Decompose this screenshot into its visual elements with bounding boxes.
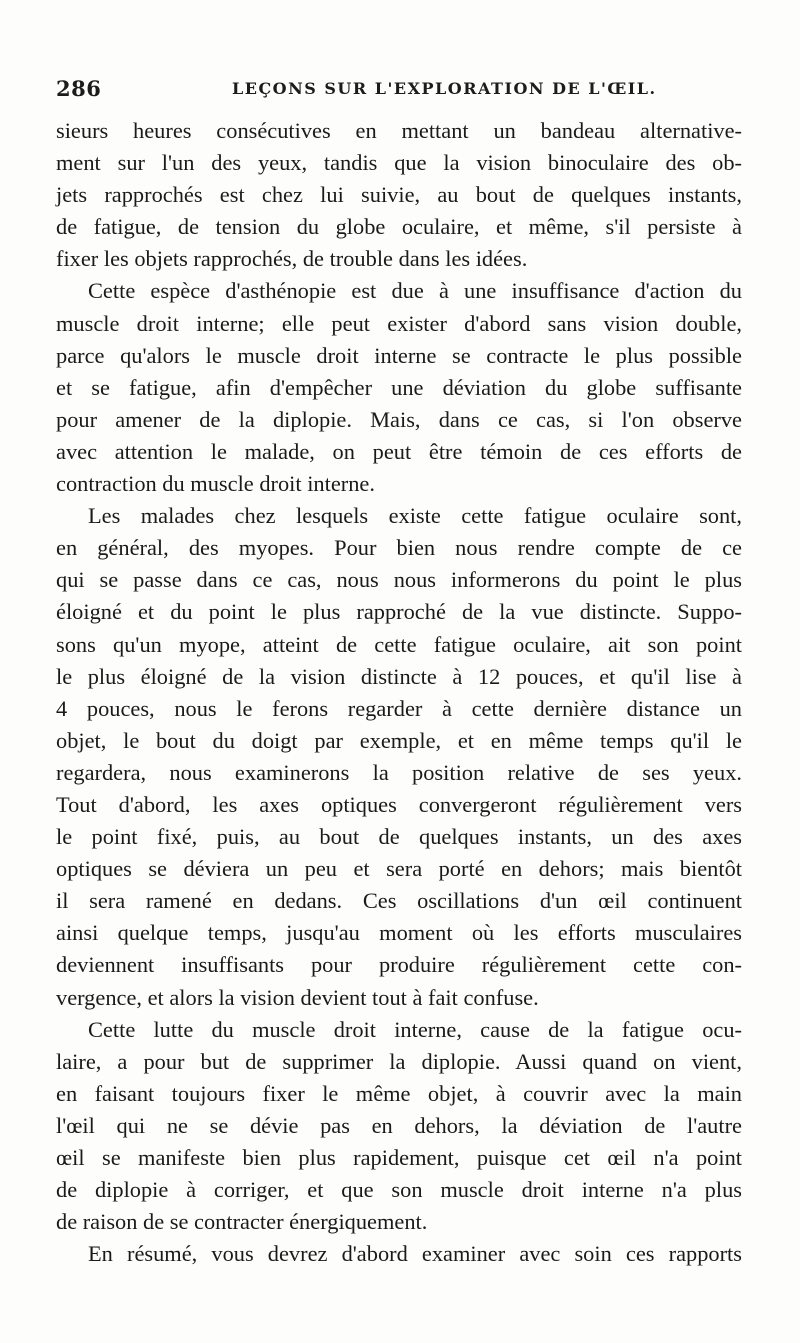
text-line: objet, le bout du doigt par exemple, et en même temps qu'il le — [56, 727, 742, 753]
text-line: pour amener de la diplopie. Mais, dans ce cas, si l'on observe — [56, 406, 742, 432]
text-line: Tout d'abord, les axes optiques convergeront régulièrement vers — [56, 791, 742, 817]
text-line: optiques se déviera un peu et sera porté en dehors; mais bientôt — [56, 856, 742, 882]
text-line: l'œil qui ne se dévie pas en dehors, la déviation de l'autre — [56, 1112, 742, 1138]
text-line: Cette lutte du muscle droit interne, cause de la fatigue ocu- — [88, 1016, 742, 1042]
text-line: fixer les objets rapprochés, de trouble dans les idées. — [56, 246, 528, 272]
paragraph — [56, 115, 742, 275]
text-line: vergence, et alors la vision devient tout à fait confuse. — [56, 984, 539, 1010]
body-text — [56, 115, 742, 1270]
text-line: éloigné et du point le plus rapproché de la vue distincte. Suppo- — [56, 599, 742, 625]
text-line: deviennent insuffisants pour produire régulièrement cette con- — [56, 952, 742, 978]
paragraph — [56, 1238, 742, 1270]
text-line: de raison de se contracter énergiquement. — [56, 1209, 428, 1235]
text-line: laire, a pour but de supprimer la diplopie. Aussi quand on vient, — [56, 1048, 742, 1074]
text-line: œil se manifeste bien plus rapidement, puisque cet œil n'a point — [56, 1145, 742, 1170]
text-line: ment sur l'un des yeux, tandis que la vision binoculaire des ob- — [56, 150, 742, 176]
text-line: qui se passe dans ce cas, nous nous informerons du point le plus — [56, 567, 742, 593]
text-line: Les malades chez lesquels existe cette fatigue oculaire sont, — [88, 503, 742, 529]
running-head: LEÇONS SUR L'EXPLORATION DE L'ŒIL. — [232, 79, 657, 98]
text-line: en général, des myopes. Pour bien nous rendre compte de ce — [56, 535, 742, 561]
text-line: contraction du muscle droit interne. — [56, 471, 375, 497]
paragraph — [56, 500, 742, 1014]
text-line: il sera ramené en dedans. Ces oscillations d'un œil continuent — [56, 888, 742, 914]
text-line: jets rapprochés est chez lui suivie, au bout de quelques instants, — [56, 182, 742, 208]
text-line: avec attention le malade, on peut être témoin de ces efforts de — [56, 438, 742, 464]
text-line: de diplopie à corriger, et que son muscle droit interne n'a plus — [56, 1177, 742, 1203]
page-number: 286 — [56, 76, 102, 101]
text-line: le plus éloigné de la vision distincte à 12 pouces, et qu'il lise à — [56, 663, 742, 689]
text-line: parce qu'alors le muscle droit interne se contracte le plus possible — [56, 342, 742, 368]
page-header — [56, 76, 746, 104]
text-line: le point fixé, puis, au bout de quelques instants, un des axes — [56, 824, 742, 850]
text-line: En résumé, vous devrez d'abord examiner avec soin ces rapports — [88, 1241, 742, 1267]
text-line: sons qu'un myope, atteint de cette fatigue oculaire, ait son point — [56, 631, 742, 657]
text-line: de fatigue, de tension du globe oculaire, et même, s'il persiste à — [56, 214, 742, 240]
text-line: regardera, nous examinerons la position relative de ses yeux. — [56, 759, 742, 785]
text-line: sieurs heures consécutives en mettant un bandeau alternative- — [56, 118, 742, 143]
text-line: ainsi quelque temps, jusqu'au moment où les efforts musculaires — [56, 920, 742, 946]
text-line: 4 pouces, nous le ferons regarder à cette dernière distance un — [56, 695, 742, 721]
text-line: muscle droit interne; elle peut exister d'abord sans vision double, — [56, 310, 742, 336]
text-line: Cette espèce d'asthénopie est due à une insuffisance d'action du — [88, 278, 742, 304]
paragraph — [56, 275, 742, 500]
paragraph — [56, 1014, 742, 1239]
text-line: en faisant toujours fixer le même objet, à couvrir avec la main — [56, 1080, 742, 1106]
text-line: et se fatigue, afin d'empêcher une déviation du globe suffisante — [56, 374, 742, 400]
